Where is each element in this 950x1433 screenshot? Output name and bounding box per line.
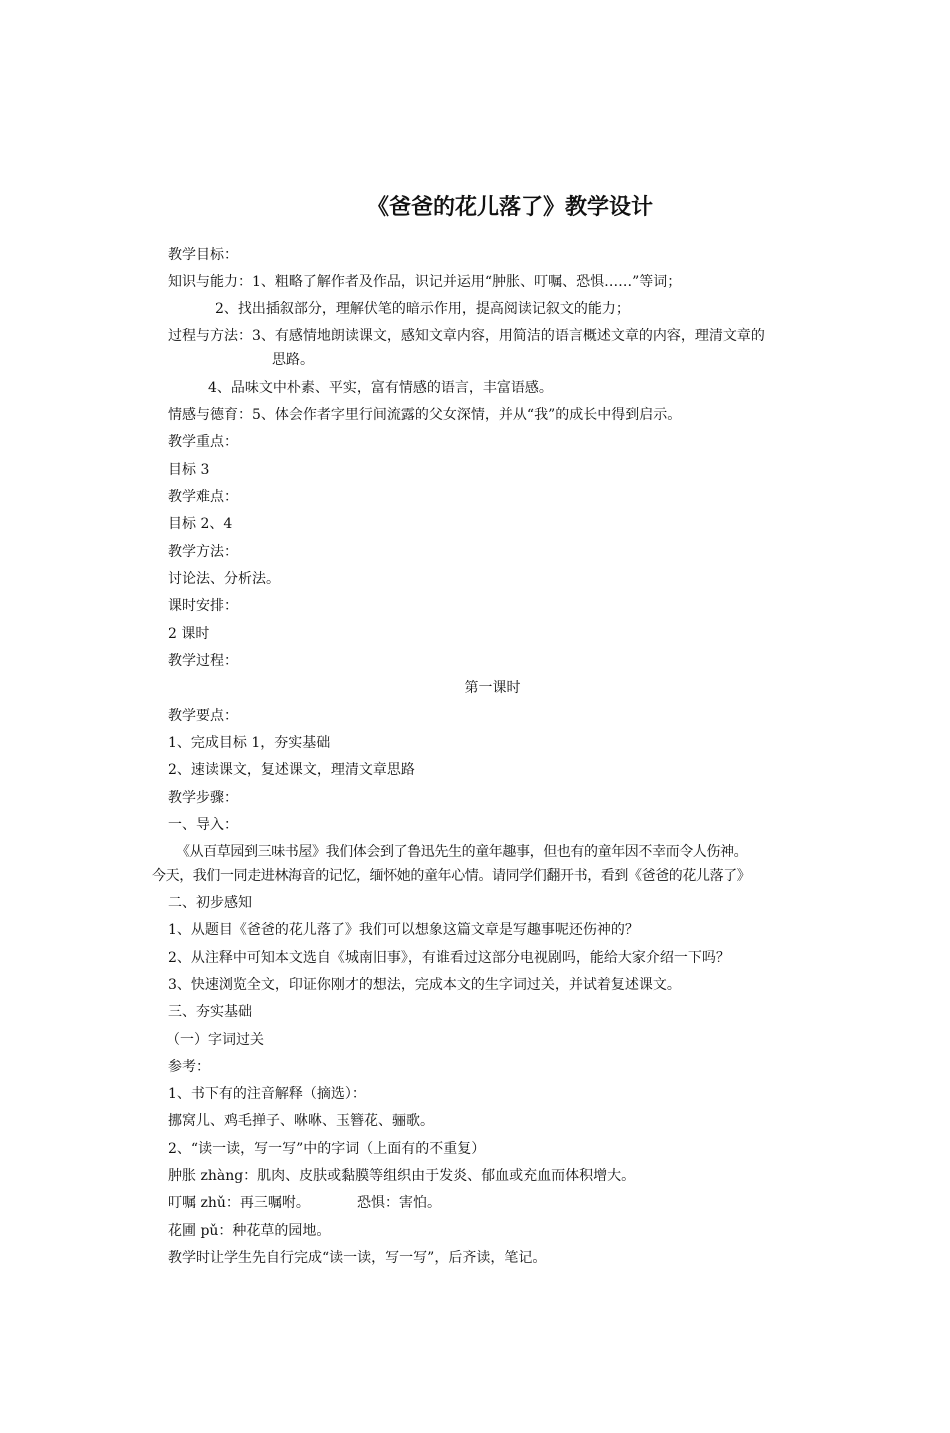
key-points-heading: 教学重点： xyxy=(168,434,238,450)
reference-words-1: 挪窝儿、鸡毛掸子、咻咻、玉簪花、骊歌。 xyxy=(168,1113,434,1129)
lesson-one-heading: 第一课时 xyxy=(464,680,521,696)
subsection-vocab-heading: （一）字词过关 xyxy=(166,1032,264,1048)
methods-heading: 教学方法： xyxy=(168,544,238,560)
definition-zhongzhang: 肿胀 zhàng：肌肉、皮肤或黏膜等组织由于发炎、郁血或充血而体积增大。 xyxy=(168,1168,636,1184)
methods-text: 讨论法、分析法。 xyxy=(168,571,280,587)
lesson-point-2: 2、速读课文，复述课文，理清文章思路 xyxy=(168,762,415,778)
goal-process-line: 过程与方法：3、有感情地朗读课文，感知文章内容，用简洁的语言概述文章的内容，理清文章的 xyxy=(168,328,765,344)
reference-heading: 参考： xyxy=(168,1059,210,1075)
goal-2-line: 2、找出插叙部分，理解伏笔的暗示作用，提高阅读记叙文的能力； xyxy=(215,301,630,317)
section-2-item-2: 2、从注释中可知本文选自《城南旧事》，有谁看过这部分电视剧吗，能给大家介绍一下吗？ xyxy=(168,950,730,966)
goal-4-line: 4、品味文中朴素、平实，富有情感的语言，丰富语感。 xyxy=(208,380,553,396)
intro-heading: 一、导入： xyxy=(168,817,238,833)
section-3-heading: 三、夯实基础 xyxy=(168,1004,252,1020)
difficulties-heading: 教学难点： xyxy=(168,489,238,505)
definition-kongju: 恐惧：害怕。 xyxy=(357,1195,441,1211)
difficulties-text: 目标 2、4 xyxy=(168,516,233,532)
process-heading: 教学过程： xyxy=(168,653,238,669)
section-2-heading: 二、初步感知 xyxy=(168,895,252,911)
key-points-text: 目标 3 xyxy=(168,462,210,478)
definition-dingzhu: 叮嘱 zhǔ：再三嘱咐。 xyxy=(168,1195,310,1211)
lesson-points-heading: 教学要点： xyxy=(168,708,238,724)
document-title: 《爸爸的花儿落了》教学设计 xyxy=(366,195,653,220)
section-2-item-1: 1、从题目《爸爸的花儿落了》我们可以想象这篇文章是写趣事呢还伤神的？ xyxy=(168,922,639,938)
teaching-goals-heading: 教学目标： xyxy=(168,247,238,263)
definition-huapu: 花圃 pǔ：种花草的园地。 xyxy=(168,1223,331,1239)
schedule-heading: 课时安排： xyxy=(168,598,238,614)
reference-item-1: 1、书下有的注音解释（摘选）： xyxy=(168,1086,366,1102)
intro-paragraph-line-2: 今天，我们一同走进林海音的记忆，缅怀她的童年心情。请同学们翻开书，看到《爸爸的花儿落了》 xyxy=(152,868,751,884)
reference-item-2: 2、“读一读，写一写”中的字词（上面有的不重复） xyxy=(168,1141,486,1157)
goal-process-continued: 思路。 xyxy=(272,352,314,368)
goal-emotion-line: 情感与德育：5、体会作者字里行间流露的父女深情，并从“我”的成长中得到启示。 xyxy=(168,407,682,423)
schedule-text: 2 课时 xyxy=(168,626,210,642)
teaching-note: 教学时让学生先自行完成“读一读，写一写”，后齐读，笔记。 xyxy=(168,1250,547,1266)
section-2-item-3: 3、快速浏览全文，印证你刚才的想法，完成本文的生字词过关，并试着复述课文。 xyxy=(168,977,681,993)
intro-paragraph-line-1: 《从百草园到三味书屋》我们体会到了鲁迅先生的童年趣事，但也有的童年因不幸而令人伤神。 xyxy=(176,844,748,860)
steps-heading: 教学步骤： xyxy=(168,790,238,806)
goal-knowledge-line: 知识与能力：1、粗略了解作者及作品，识记并运用“肿胀、叮嘱、恐惧……”等词； xyxy=(168,274,682,290)
lesson-point-1: 1、完成目标 1，夯实基础 xyxy=(168,735,331,751)
